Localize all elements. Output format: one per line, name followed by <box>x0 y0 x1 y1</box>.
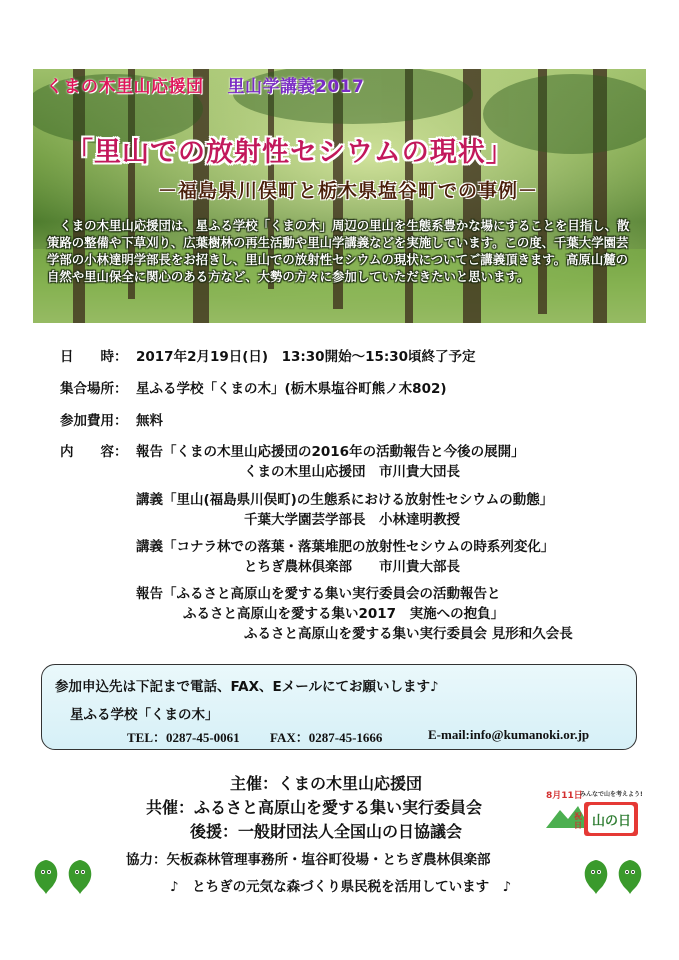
badge-name: 山の日 <box>592 814 632 829</box>
program-item-2 <box>136 488 553 508</box>
program-speaker-4: ふるさと高原山を愛する集い実行委員会 見形和久会長 <box>244 626 573 642</box>
program-type: 報告 <box>136 444 163 460</box>
leaf-mascots-left <box>30 856 98 896</box>
contact-tel: TEL：0287-45-0061 <box>127 730 240 745</box>
program-item-3 <box>136 535 554 555</box>
cohost: 共催：ふるさと高原山を愛する集い実行委員会 <box>146 798 483 817</box>
fee-label: 参加費用： <box>60 413 128 429</box>
program-title: 「里山(福島県川俣町)の生態系における放射性セシウムの動態」 <box>163 492 554 508</box>
program-type: 講義 <box>136 539 163 555</box>
badge-tagline: みんなで山を考えよう! <box>580 791 643 798</box>
contact-fax: FAX：0287-45-1666 <box>270 730 383 745</box>
program-title: 「ふるさと高原山を愛する集い実行委員会の活動報告と <box>163 586 501 602</box>
date-row <box>60 345 476 365</box>
program-type: 講義 <box>136 492 163 508</box>
main-title: 「里山での放射性セシウムの現状」 <box>66 137 514 168</box>
host: 主催：くまの木里山応援団 <box>230 774 423 793</box>
tax-note: ♪ とちぎの元気な森づくり県民税を活用しています ♪ <box>170 879 512 895</box>
program-speaker-3: とちぎ農林倶楽部 市川貴大部長 <box>244 559 460 575</box>
fee-row <box>60 409 163 429</box>
sub-title: －福島県川俣町と栃木県塩谷町での事例－ <box>158 180 539 202</box>
date-value: 2017年2月19日(日) 13:30開始～15:30頃終了予定 <box>136 349 476 365</box>
series-org: くまの木里山応援団 <box>46 77 204 97</box>
program-speaker-1: くまの木里山応援団 市川貴大団長 <box>244 464 460 480</box>
contact-heading: 参加申込先は下記まで電話、FAX、Eメールにてお願いします♪ <box>55 679 439 695</box>
intro-text: くまの木里山応援団は、星ふる学校「くまの木」周辺の里山を生態系豊かな場にすることを目指し、散策路の整備や下草刈り、広葉樹林の再生活動や里山学講義などを実施しています。この度、千葉大学園芸学部の小林達明学部長をお招きし、里山での放射性セシウムの現状についてご講義頂きます。高原山麓の自然や里山保全に関心のある方など、大勢の方々に参加していただきたいと思います。 <box>47 218 630 284</box>
content-label: 内 容： <box>60 444 128 460</box>
leaf-mascots-right <box>580 856 648 896</box>
cooperation: 協力：矢板森林管理事務所・塩谷町役場・とちぎ農林倶楽部 <box>126 852 491 868</box>
place-value: 星ふる学校「くまの木」(栃木県塩谷町熊ノ木802) <box>136 381 447 397</box>
program-item-1 <box>136 440 525 460</box>
program-speaker-2: 千葉大学園芸学部長 小林達明教授 <box>244 512 460 528</box>
support: 後援：一般財団法人全国山の日協議会 <box>190 822 463 841</box>
badge-date: 8月11日 <box>546 791 583 801</box>
program-type: 報告 <box>136 586 163 602</box>
place-row <box>60 377 447 397</box>
fee-value: 無料 <box>136 413 163 429</box>
program-title: 「コナラ林での落葉・落葉堆肥の放射性セシウムの時系列変化」 <box>163 539 555 555</box>
program-title: 「くまの木里山応援団の2016年の活動報告と今後の展開」 <box>163 444 525 460</box>
series-lecture: 里山学講義2017 <box>227 77 365 97</box>
date-label: 日 時： <box>60 349 128 365</box>
contact-email[interactable]: E-mail:info@kumanoki.or.jp <box>428 727 590 742</box>
program-item-4 <box>136 582 501 602</box>
badge-kanji: 祝日 <box>574 812 582 830</box>
mountain-day-badge <box>544 788 643 840</box>
place-label: 集合場所： <box>60 381 128 397</box>
series-title <box>46 72 364 97</box>
contact-name: 星ふる学校「くまの木」 <box>70 707 219 723</box>
program-title-line2: ふるさと高原山を愛する集い2017 実施への抱負」 <box>183 606 505 622</box>
